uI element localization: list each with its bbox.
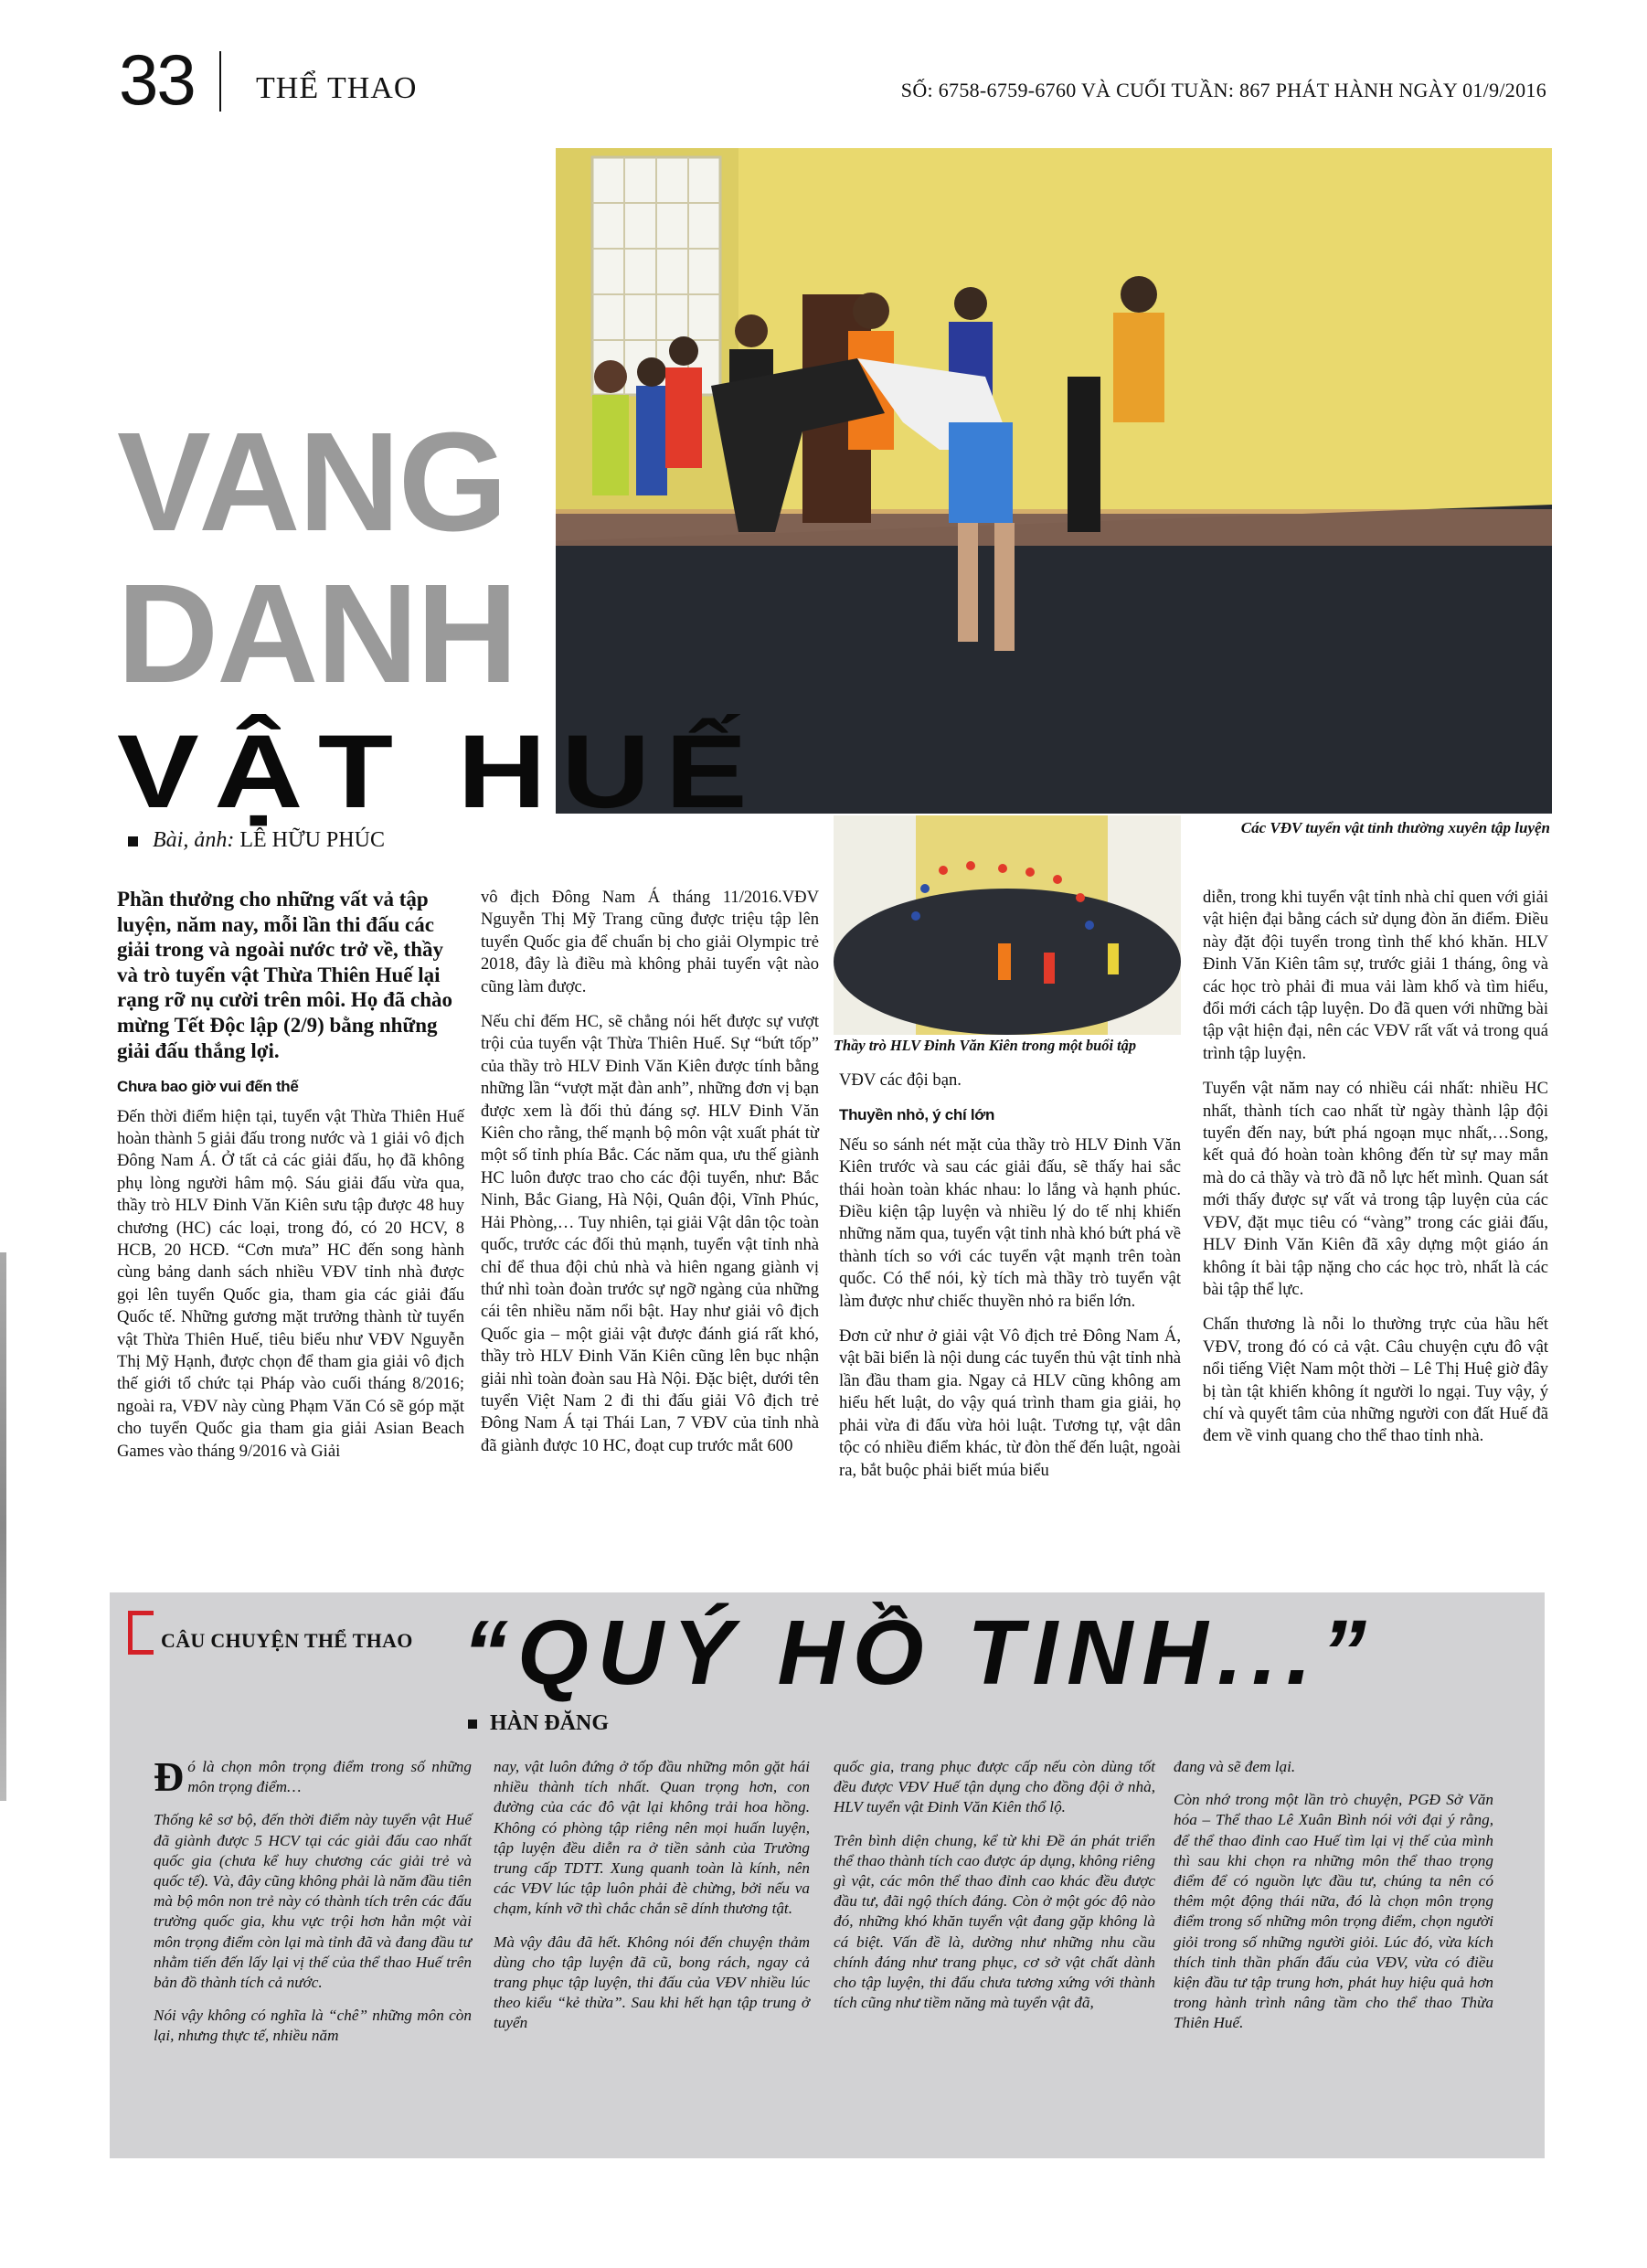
bullet-square-icon: [128, 836, 138, 847]
page-edge-strip: [0, 1252, 6, 1801]
article-column-4: [1203, 887, 1548, 1461]
box-author-name: HÀN ĐĂNG: [490, 1711, 609, 1735]
page-number: 33: [119, 39, 195, 120]
box-column-1: [154, 1753, 472, 2060]
box-paragraph: quốc gia, trang phục được cấp nếu còn dùng tốt đều được VĐV Huế tận dụng cho đồng đội ở nhà, HLV tuyển vật Đinh Văn Kiên thổ lộ.: [834, 1758, 1155, 1816]
article-paragraph: vô địch Đông Nam Á tháng 11/2016.VĐV Nguyễn Thị Mỹ Trang cũng được triệu tập lên tuyển Quốc gia để chuẩn bị cho giải Olympic trẻ 2018, đây là điều mà không phải tuyển vật nào cũng làm được.: [481, 888, 819, 996]
hero-photo-caption: Các VĐV tuyển vật tỉnh thường xuyên tập luyện: [1240, 819, 1550, 836]
article-paragraph: Nếu so sánh nét mặt của thầy trò HLV Đinh Văn Kiên trước và sau các giải đấu, sẽ thấy hai sắc thái hoàn toàn khác nhau: lo lắng và hạnh phúc. Điều kiện tập luyện và nhiều lý do tế nhị khiến những năm qua, tuyển vật tỉnh nhà khó bứt phá về thành tích so với các tuyển vật mạnh trên toàn quốc. Có thể nói, kỳ tích mà thầy trò tuyển vật làm được như chiếc thuyền nhỏ ra biển lớn.: [839, 1134, 1181, 1311]
red-bracket-icon: [128, 1611, 154, 1655]
article-title-line1: VANG: [117, 403, 506, 560]
box-title: “QUÝ HỒ TINH...”: [462, 1602, 1376, 1704]
article-paragraph: Tuyển vật năm nay có nhiều cái nhất: nhiều HC nhất, thành tích cao nhất từ ngày thành lập đội tuyển đến nay, bứt phá ngoạn mục nhất,…Song, kết quả đó hoàn toàn không đến từ sự may mắn mà do cả thầy và trò đã nỗ lực hết mình. Quan sát mới thấy được sự vất vả trong tập luyện của các VĐV, đặt mục tiêu có “vàng” trong các giải đấu, HLV Đinh Văn Kiên đã xây dựng một giáo án không ít bài tập nặng cho các học trò, nhất là các bài tập thể lực.: [1203, 1079, 1548, 1299]
box-paragraph: [154, 1753, 472, 1800]
drop-cap: Đ: [154, 1753, 185, 1800]
box-paragraph: đang và sẽ đem lại.: [1174, 1758, 1296, 1775]
bullet-square-icon: [468, 1720, 477, 1729]
box-section-label: CÂU CHUYỆN THỂ THAO: [161, 1629, 413, 1652]
box-paragraph: nay, vật luôn đứng ở tốp đầu những môn gặt hái nhiều thành tích nhất. Quan trọng hơn, con đường của các đô vật lại không trải hoa hồng. Không có phòng tập riêng nên mọi huấn luyện, tập luyện đều diễn ra ở tiền sảnh của Trường trung cấp TDTT. Xung quanh toàn là kính, nên các VĐV lúc tập luôn phải đè chừng, bởi nếu va chạm, kính vỡ thì chắc chắn sẽ dính thương tật.: [494, 1758, 810, 1918]
subheading-2: Thuyền nhỏ, ý chí lớn: [839, 1106, 995, 1124]
byline-author: LÊ HỮU PHÚC: [239, 828, 385, 852]
article-column-3: [839, 1070, 1181, 1495]
article-title-line3: VẬT HUẾ: [117, 714, 763, 830]
subheading-1: Chưa bao giờ vui đến thế: [117, 1078, 299, 1096]
box-column-4: [1174, 1757, 1493, 2047]
article-paragraph: Nếu chỉ đếm HC, sẽ chẳng nói hết được sự vượt trội của tuyển vật Thừa Thiên Huế. Sự “bứt tốp” của thầy trò HLV Đinh Văn Kiên được tính bằng những lần “vượt mặt đàn anh”, những đơn vị bạn được xem là đối thủ đáng sợ. HLV Đinh Văn Kiên cho rằng, thế mạnh bộ môn vật xuất phát từ một số tỉnh phía Bắc. Các năm qua, ưu thế giành HC luôn được trao cho các đội tuyển, như: Bắc Ninh, Bắc Giang, Hà Nội, Quân đội, Vĩnh Phúc, Hải Phòng,… Tuy nhiên, tại giải Vật dân tộc toàn quốc, trước các đối thủ mạnh, tuyển vật tỉnh nhà chỉ để thua đội chủ nhà và hiên ngang giành vị thứ nhì toàn đoàn trước sự ngỡ ngàng của những cái tên nhiều năm nổi bật. Hay như giải vô địch Quốc gia – một giải vật được đánh giá rất khó, thầy trò HLV Đinh Văn Kiên cũng lên bục nhận giải nhì toàn đoàn sau Hà Nội. Đặc biệt, dưới tên tuyển Việt Nam 2 đi thi đấu giải Vô địch trẻ Đông Nam Á tại Thái Lan, 7 VĐV của tỉnh nhà đã giành được 10 HC, đoạt cup trước mắt 600: [481, 1012, 819, 1455]
box-paragraph: Còn nhớ trong một lần trò chuyện, PGĐ Sở Văn hóa – Thể thao Lê Xuân Bình nói với đại ý rằng, để thể thao đỉnh cao Huế tìm lại vị thế của mình thì sau khi chọn ra những môn thể thao trọng điểm để có nguồn lực đầu tư, chúng ta nên có thêm một động thái nữa, đó là chọn môn trọng điểm trong số những môn trọng điểm, chọn người giỏi trong số những người giỏi. Lúc đó, vừa kích thích tinh thần phấn đấu của VĐV, vừa có điều kiện đầu tư tập trung hơn, phát huy hiệu quả hơn trong hành trình nâng tầm cho thể thao Thừa Thiên Huế.: [1174, 1791, 1493, 2032]
box-paragraph: Trên bình diện chung, kể từ khi Đề án phát triển thể thao thành tích cao được áp dụng, không riêng gì vật, các môn thể thao đỉnh cao khác đều được đầu tư, đãi ngộ thích đáng. Còn ở một góc độ nào đó, những khó khăn tuyển vật đang gặp không là cá biệt. Vấn đề là, dường như những nhu cầu chính đáng như trang phục, cơ sở vật chất dành cho tập luyện, thi đấu chưa tương xứng với thành tích cũng như tiềm năng mà tuyển vật đã,: [834, 1831, 1155, 2012]
article-paragraph: Đơn cử như ở giải vật Vô địch trẻ Đông Nam Á, vật bãi biển là nội dung các tuyển thủ vật tỉnh nhà lần đầu tham gia. Ngay cả HLV cũng không am hiểu hết luật, do vậy quá trình tham gia giải, họ phải vừa đi đấu vừa hỏi luật. Tương tự, vật dân tộc có nhiều điểm khác, từ đòn thế đến luật, ngoài ra, bắt buộc phải biết múa biểu: [839, 1326, 1181, 1480]
article-paragraph: Đến thời điểm hiện tại, tuyển vật Thừa Thiên Huế hoàn thành 5 giải đấu trong nước và 1 giải vô địch Đông Nam Á. Ở tất cả các giải đấu, họ đã không phụ lòng người hâm mộ. Sáu giải đấu vừa qua, thầy trò HLV Đinh Văn Kiên sưu tập được 48 huy chương (HC) các loại, trong đó, có 20 HCV, 8 HCB, 20 HCĐ. “Cơn mưa” HC đến song hành cùng bảng danh sách nhiều VĐV tỉnh nhà được gọi lên tuyển Quốc gia, tham gia các giải đấu Quốc tế. Những gương mặt trưởng thành từ tuyển vật Thừa Thiên Huế, tiêu biểu như VĐV Nguyễn Thị Mỹ Hạnh, được chọn để tham gia giải vô địch thế giới tổ chức tại Pháp vào cuối tháng 8/2016; ngoài ra, VĐV này cùng Phạm Văn Có sẽ góp mặt cho tuyển Quốc gia tham gia giải Asian Beach Games vào tháng 9/2016 và Giải: [117, 1106, 464, 1461]
byline-prefix: Bài, ảnh:: [153, 828, 235, 852]
box-paragraph: Mà vậy đâu đã hết. Không nói đến chuyện thảm dùng cho tập luyện đã cũ, bong rách, ngay cả trang phục tập luyện, thi đấu của VĐV nhiều lúc theo kiểu “kẻ thừa”. Sau khi hết hạn tập trung ở tuyển: [494, 1933, 810, 2032]
box-paragraph-text: ó là chọn môn trọng điểm trong số những môn trọng điểm…: [187, 1758, 472, 1796]
training-photo-caption: Thầy trò HLV Đinh Văn Kiên trong một buổi tập: [834, 1037, 1137, 1054]
training-session-photo: [834, 815, 1181, 1035]
box-column-2: [494, 1757, 810, 2047]
section-name: THỂ THAO: [256, 71, 418, 105]
article-paragraph: diễn, trong khi tuyển vật tỉnh nhà chỉ quen với giải vật hiện đại bằng cách sử dụng đòn ăn điểm. Điều này đặt đội tuyển trong tình thế khó khăn. HLV Đinh Văn Kiên tâm sự, trước giải 1 tháng, ông và các học trò phải đi mua vải làm khố và tìm hiểu, đổi mới cách tập luyện. Do đã quen với những bài tập vật hiện đại, nên các VĐV rất vất vả trong quá trình tập luyện.: [1203, 888, 1548, 1063]
issue-info: SỐ: 6758-6759-6760 VÀ CUỐI TUẦN: 867 PHÁT HÀNH NGÀY 01/9/2016: [900, 79, 1546, 101]
article-title-line2: DANH: [117, 555, 516, 712]
box-author: [468, 1711, 609, 1736]
article-column-2: [481, 887, 819, 1470]
article-paragraph: Chấn thương là nỗi lo thường trực của hầu hết VĐV, trong đó có cả vật. Câu chuyện cựu đô vật nổi tiếng Việt Nam một thời – Lê Thị Huệ giờ đây bị tàn tật khiến không ít người lo ngại. Tuy vậy, ý chí và quyết tâm của những người con đất Huế đã đem về vinh quang cho thể thao tỉnh nhà.: [1203, 1315, 1548, 1446]
box-column-3: [834, 1757, 1155, 2026]
article-paragraph: VĐV các đội bạn.: [839, 1070, 962, 1090]
box-paragraph: Thống kê sơ bộ, đến thời điểm này tuyển vật Huế đã giành được 5 HCV tại các giải đấu cao nhất quốc gia (chưa kể huy chương các giải trẻ và quốc tế). Và, đây cũng không phải là năm đầu tiên mà bộ môn non trẻ này có thành tích trên các đấu trường quốc gia, khu vực trội hơn hẳn một vài môn trọng điểm còn lại mà tỉnh đã và đang đầu tư nhằm tiến đến lấy lại vị thế của thể thao Huế trên bản đồ thành tích cả nước.: [154, 1811, 472, 1992]
article-column-1: [117, 887, 464, 1475]
byline: [128, 828, 385, 853]
article-lead: Phần thưởng cho những vất vả tập luyện, năm nay, mỗi lần thi đấu các giải trong và ngoài nước trở về, thầy và trò tuyển vật Thừa Thiên Huế lại rạng rỡ nụ cười trên môi. Họ đã chào mừng Tết Độc lập (2/9) bằng những giải đấu thắng lợi.: [117, 888, 453, 1062]
header-divider: [219, 51, 221, 112]
box-paragraph: Nói vậy không có nghĩa là “chê” những môn còn lại, nhưng thực tế, nhiều năm: [154, 2007, 472, 2045]
